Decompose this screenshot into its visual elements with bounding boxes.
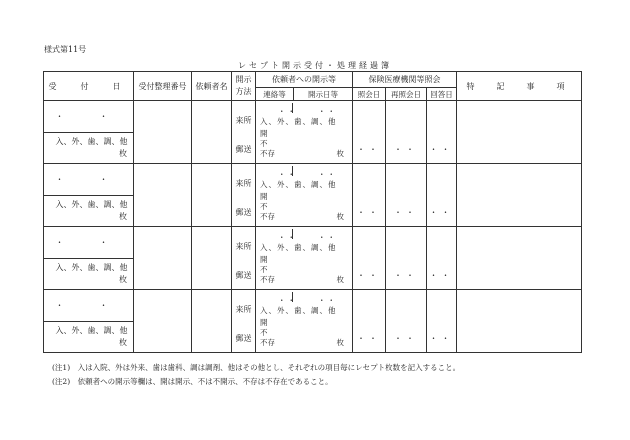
inquiry-date-cell[interactable]: [353, 290, 386, 353]
col-reinquiry-date: 再照会日: [386, 88, 427, 101]
receipt-count-cell[interactable]: [44, 258, 134, 290]
reinquiry-date-cell[interactable]: [386, 290, 427, 353]
receipt-types: 入、外、歯、調、他: [55, 262, 128, 272]
col-reception-number: 受付整理番号: [134, 72, 192, 101]
count-unit: 枚: [336, 275, 344, 284]
requester-name-cell[interactable]: [192, 164, 232, 227]
page-title: レセプト開示受付・処理経過簿: [238, 61, 392, 70]
reinquiry-date-cell[interactable]: [386, 101, 427, 164]
receipt-count-cell[interactable]: [44, 195, 134, 227]
inquiry-dots: ・・: [357, 271, 381, 280]
ledger-table: [43, 71, 582, 353]
inquiry-date-cell[interactable]: [353, 101, 386, 164]
reception-number-cell[interactable]: [134, 227, 192, 290]
reply-dots: ・・: [429, 271, 454, 280]
receipt-date-cell[interactable]: [44, 101, 134, 133]
method-visit: 来所: [235, 116, 252, 125]
remarks-cell[interactable]: [457, 101, 582, 164]
inquiry-dots: ・・: [357, 208, 381, 217]
option-not: 不: [260, 265, 268, 274]
method-cell[interactable]: [232, 164, 256, 227]
contact-date-dots: ・・: [278, 170, 297, 179]
contact-date-dots: ・・: [278, 107, 297, 116]
reply-date-cell[interactable]: [427, 101, 457, 164]
receipt-types: 入、外、歯、調、他: [260, 306, 337, 315]
disclosure-date-dots: ・・: [318, 107, 337, 116]
disclosure-cell[interactable]: [256, 101, 353, 164]
receipt-types: 入、外、歯、調、他: [55, 199, 128, 209]
option-none: 不存: [260, 212, 275, 221]
method-mail: 郵送: [235, 271, 252, 280]
requester-name-cell[interactable]: [192, 101, 232, 164]
method-visit: 来所: [235, 179, 252, 188]
receipt-types: 入、外、歯、調、他: [260, 180, 337, 189]
count-unit: 枚: [336, 212, 344, 221]
reinquiry-date-cell[interactable]: [386, 227, 427, 290]
col-contact: 連絡等: [256, 88, 294, 101]
receipt-date-cell[interactable]: [44, 164, 134, 196]
col-remarks: 特 記 事 項: [457, 72, 582, 101]
disclosure-date-dots: ・・: [318, 233, 337, 242]
remarks-cell[interactable]: [457, 227, 582, 290]
disclosure-cell[interactable]: [256, 227, 353, 290]
option-open: 開: [260, 129, 268, 138]
method-cell[interactable]: [232, 101, 256, 164]
count-unit: 枚: [119, 274, 127, 284]
reception-number-cell[interactable]: [134, 101, 192, 164]
entry-row: [44, 290, 582, 322]
option-not: 不: [260, 328, 268, 337]
reply-date-cell[interactable]: [427, 164, 457, 227]
count-unit: 枚: [336, 338, 344, 347]
inquiry-date-cell[interactable]: [353, 227, 386, 290]
method-mail: 郵送: [235, 208, 252, 217]
method-cell[interactable]: [232, 290, 256, 353]
col-reply-date: 回答日: [427, 88, 457, 101]
reply-date-cell[interactable]: [427, 227, 457, 290]
option-open: 開: [260, 255, 268, 264]
option-none: 不存: [260, 275, 275, 284]
reinquiry-date-cell[interactable]: [386, 164, 427, 227]
receipt-types: 入、外、歯、調、他: [55, 136, 128, 146]
reinquiry-dots: ・・: [394, 208, 418, 217]
reception-number-cell[interactable]: [134, 290, 192, 353]
option-open: 開: [260, 192, 268, 201]
inquiry-date-cell[interactable]: [353, 164, 386, 227]
divider: [292, 292, 293, 302]
divider: [292, 103, 293, 113]
method-mail: 郵送: [235, 334, 252, 343]
divider: [292, 229, 293, 239]
receipt-types: 入、外、歯、調、他: [260, 117, 337, 126]
reception-number-cell[interactable]: [134, 164, 192, 227]
disclosure-date-dots: ・・: [318, 296, 337, 305]
disclosure-cell[interactable]: [256, 290, 353, 353]
note-1: (注1) 入は入院、外は外来、歯は歯科、調は調剤、他はその他とし、それぞれの項目毎にレセプト枚数を記入すること。: [52, 363, 461, 372]
entry-row: [44, 101, 582, 133]
remarks-cell[interactable]: [457, 164, 582, 227]
receipt-date-cell[interactable]: [44, 290, 134, 322]
disclosure-date-dots: ・・: [318, 170, 337, 179]
reinquiry-dots: ・・: [394, 271, 418, 280]
option-open: 開: [260, 318, 268, 327]
inquiry-dots: ・・: [357, 334, 381, 343]
contact-date-dots: ・・: [278, 233, 297, 242]
date-dots: ・ ・: [55, 300, 122, 310]
count-unit: 枚: [119, 211, 127, 221]
receipt-date-cell[interactable]: [44, 227, 134, 259]
reply-dots: ・・: [429, 334, 454, 343]
option-not: 不: [260, 202, 268, 211]
col-inquiry-date: 照会日: [353, 88, 386, 101]
divider: [292, 166, 293, 176]
entry-row: [44, 164, 582, 196]
method-visit: 来所: [235, 305, 252, 314]
option-none: 不存: [260, 149, 275, 158]
requester-name-cell[interactable]: [192, 227, 232, 290]
option-none: 不存: [260, 338, 275, 347]
receipt-count-cell[interactable]: [44, 321, 134, 353]
note-2: (注2) 依頼者への開示等欄は、開は開示、不は不開示、不存は不存在であること。: [52, 377, 333, 386]
date-dots: ・ ・: [55, 237, 122, 247]
col-disclosure-method: 開示方法: [232, 72, 256, 101]
method-cell[interactable]: [232, 227, 256, 290]
ledger-body: [44, 101, 582, 353]
col-disclosure-date: 開示日等: [294, 88, 353, 101]
reply-date-cell[interactable]: [427, 290, 457, 353]
date-dots: ・ ・: [55, 174, 122, 184]
col-group-insurer-inquiry: 保険医療機関等照会: [353, 72, 457, 88]
col-requester-name: 依頼者名: [192, 72, 232, 101]
remarks-cell[interactable]: [457, 290, 582, 353]
inquiry-dots: ・・: [357, 145, 381, 154]
reinquiry-dots: ・・: [394, 334, 418, 343]
entry-row: [44, 227, 582, 259]
method-mail: 郵送: [235, 145, 252, 154]
reinquiry-dots: ・・: [394, 145, 418, 154]
contact-date-dots: ・・: [278, 296, 297, 305]
col-group-disclosure: 依頼者への開示等: [256, 72, 353, 88]
date-dots: ・ ・: [55, 111, 122, 121]
receipt-types: 入、外、歯、調、他: [55, 325, 128, 335]
method-visit: 来所: [235, 242, 252, 251]
requester-name-cell[interactable]: [192, 290, 232, 353]
count-unit: 枚: [119, 148, 127, 158]
reply-dots: ・・: [429, 145, 454, 154]
form-number-label: 様式第11号: [44, 45, 87, 54]
count-unit: 枚: [336, 149, 344, 158]
reply-dots: ・・: [429, 208, 454, 217]
option-not: 不: [260, 139, 268, 148]
count-unit: 枚: [119, 337, 127, 347]
receipt-count-cell[interactable]: [44, 132, 134, 164]
disclosure-cell[interactable]: [256, 164, 353, 227]
col-receipt-date: 受 付 日: [44, 72, 134, 101]
receipt-types: 入、外、歯、調、他: [260, 243, 337, 252]
